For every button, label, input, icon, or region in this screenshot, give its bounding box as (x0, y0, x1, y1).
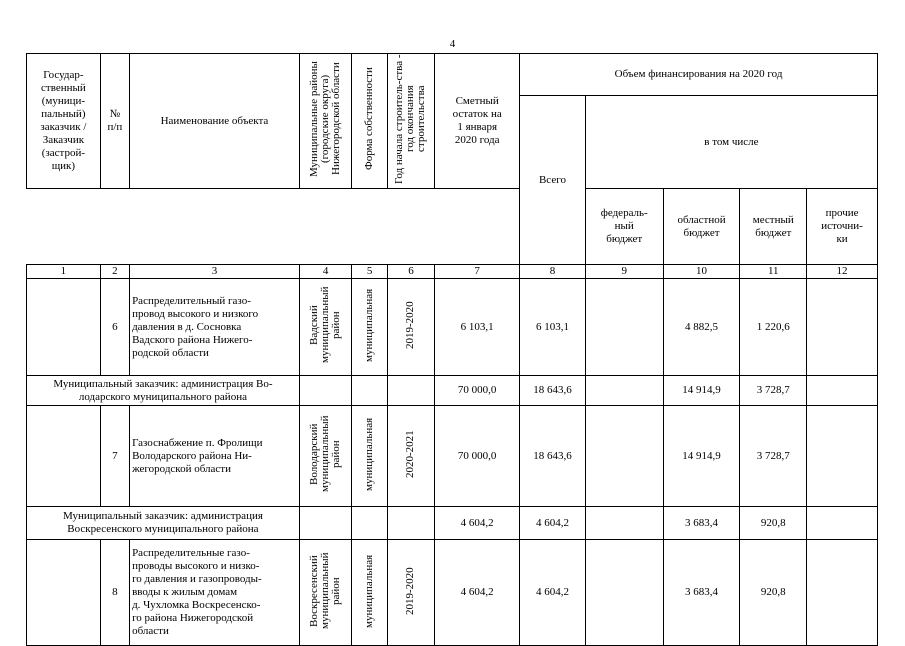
header-total: Всего (520, 96, 586, 265)
other (807, 406, 878, 507)
header-object-name: Наименование объекта (130, 54, 300, 189)
object-name: Распределительный газо- провод высокого и низкого давления в д. Сосновка Вадского района Нижего- родской области (130, 279, 300, 376)
years: 2019-2020 (387, 279, 434, 376)
local: 3 728,7 (740, 406, 807, 507)
object-name: Газоснабжение п. Фролищи Володарского района Ни- жегородской области (130, 406, 300, 507)
regional: 3 683,4 (663, 507, 740, 540)
total: 4 604,2 (520, 540, 586, 646)
row-num: 7 (100, 406, 129, 507)
header-federal: федераль- ный бюджет (585, 189, 663, 265)
local: 1 220,6 (740, 279, 807, 376)
customer-label: Муниципальный заказчик: администрация Воскресенского муниципального района (27, 507, 300, 540)
local: 920,8 (740, 540, 807, 646)
table-row (27, 540, 878, 646)
years: 2020-2021 (387, 406, 434, 507)
col-num: 7 (435, 265, 520, 279)
table-row (27, 406, 878, 507)
estimate: 70 000,0 (435, 376, 520, 406)
header-ownership: Форма собственности (352, 54, 387, 189)
col-num: 1 (27, 265, 101, 279)
object-name: Распределительные газо- проводы высокого и низко- го давления и газопроводы- вводы к жилым домам д. Чухломка Воскресенско- го района Нижегородской области (130, 540, 300, 646)
federal (585, 279, 663, 376)
federal (585, 540, 663, 646)
federal (585, 406, 663, 507)
col-num: 2 (100, 265, 129, 279)
estimate: 4 604,2 (435, 507, 520, 540)
col-num: 3 (130, 265, 300, 279)
row-num: 6 (100, 279, 129, 376)
page-number: 4 (449, 38, 456, 50)
other (807, 376, 878, 406)
col-num: 8 (520, 265, 586, 279)
regional: 4 882,5 (663, 279, 740, 376)
header-other: прочие источни- ки (807, 189, 878, 265)
header-num: № п/п (100, 54, 129, 189)
estimate: 4 604,2 (435, 540, 520, 646)
total: 4 604,2 (520, 507, 586, 540)
ownership: муниципальная (352, 540, 387, 646)
total: 6 103,1 (520, 279, 586, 376)
header-funding: Объем финансирования на 2020 год (520, 54, 878, 96)
regional: 3 683,4 (663, 540, 740, 646)
col-num: 4 (299, 265, 352, 279)
district: Володарский муниципальный район (299, 406, 352, 507)
years: 2019-2020 (387, 540, 434, 646)
header-regional: областной бюджет (663, 189, 740, 265)
table-row (27, 279, 878, 376)
col-num: 5 (352, 265, 387, 279)
district: Вадский муниципальный район (299, 279, 352, 376)
local: 920,8 (740, 507, 807, 540)
other (807, 279, 878, 376)
col-num: 12 (807, 265, 878, 279)
federal (585, 376, 663, 406)
col-num: 9 (585, 265, 663, 279)
customer-row (27, 507, 878, 540)
regional: 14 914,9 (663, 376, 740, 406)
total: 18 643,6 (520, 406, 586, 507)
header-customer: Государ- ственный (муници- пальный) заказчик / Заказчик (застрой- щик) (27, 54, 101, 189)
col-num: 11 (740, 265, 807, 279)
customer-row (27, 376, 878, 406)
header-estimate: Сметный остаток на 1 января 2020 года (435, 54, 520, 189)
header-years: Год начала строитель-ства - год окончания строительства (387, 54, 434, 189)
federal (585, 507, 663, 540)
header-including: в том числе (585, 96, 877, 189)
local: 3 728,7 (740, 376, 807, 406)
customer-label: Муниципальный заказчик: администрация Во- лодарского муниципального района (27, 376, 300, 406)
district: Воскресенский муниципальный район (299, 540, 352, 646)
other (807, 540, 878, 646)
header-local: местный бюджет (740, 189, 807, 265)
header-districts: Муниципальные районы (городские округа) Нижегородской области (299, 54, 352, 189)
col-num: 10 (663, 265, 740, 279)
row-num: 8 (100, 540, 129, 646)
ownership: муниципальная (352, 279, 387, 376)
financing-table (26, 53, 878, 646)
ownership: муниципальная (352, 406, 387, 507)
total: 18 643,6 (520, 376, 586, 406)
estimate: 6 103,1 (435, 279, 520, 376)
other (807, 507, 878, 540)
estimate: 70 000,0 (435, 406, 520, 507)
col-num: 6 (387, 265, 434, 279)
column-numbers-row (27, 265, 878, 279)
regional: 14 914,9 (663, 406, 740, 507)
